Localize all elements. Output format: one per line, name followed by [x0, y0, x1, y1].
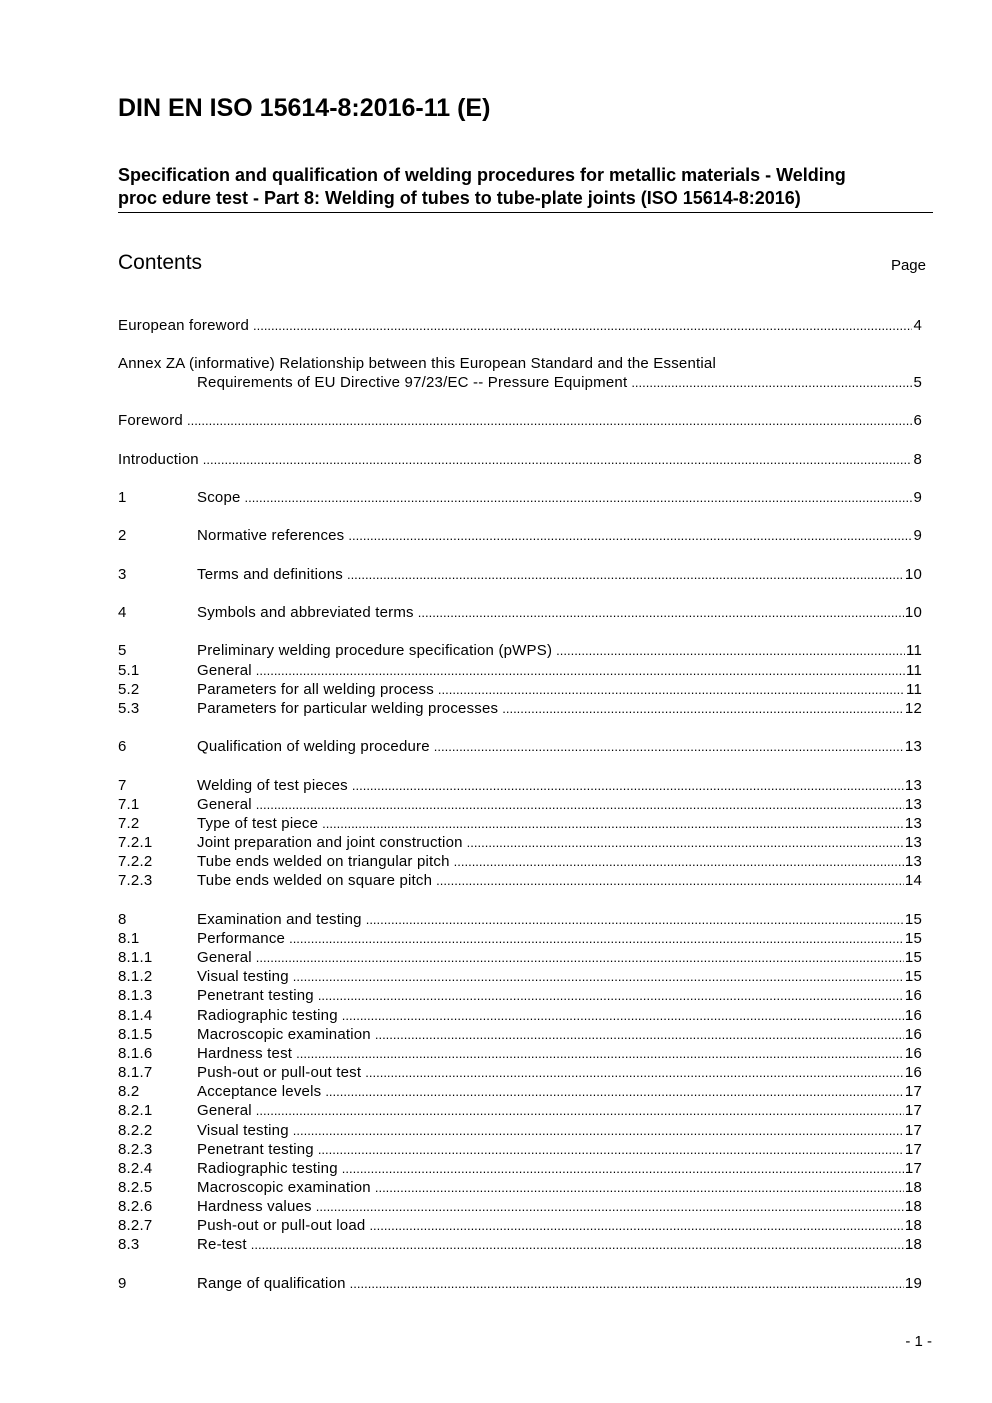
toc-entry[interactable] [118, 986, 922, 1005]
toc-entry-title: Parameters for particular welding processes [197, 700, 499, 717]
toc-leader-dots [203, 450, 913, 469]
toc-entry-page: 15 [904, 968, 922, 985]
toc-leader-dots [256, 1101, 904, 1120]
toc-entry-page: 11 [906, 662, 922, 679]
page-column-label: Page [890, 257, 926, 274]
toc-entry-title: Type of test piece [197, 815, 319, 832]
toc-entry[interactable] [118, 411, 922, 430]
toc-entry-title: Visual testing [197, 968, 289, 985]
toc-leader-dots [556, 641, 905, 660]
toc-entry-page: 16 [904, 1026, 922, 1043]
toc-leader-dots [436, 871, 904, 890]
toc-entry-page: 14 [904, 872, 922, 889]
toc-entry-page: 13 [904, 777, 922, 794]
toc-entry-title: Tube ends welded on triangular pitch [197, 853, 450, 870]
toc-leader-dots [350, 1274, 904, 1293]
toc-leader-dots [251, 1235, 904, 1254]
toc-leader-dots [454, 852, 904, 871]
toc-entry-number: 8.1.7 [118, 1064, 153, 1081]
toc-entry-title: Normative references [197, 527, 345, 544]
toc-entry[interactable] [118, 948, 922, 967]
toc-entry-number: 5 [118, 642, 127, 659]
toc-entry[interactable] [118, 1025, 922, 1044]
toc-entry[interactable] [118, 1006, 922, 1025]
toc-entry-title: Symbols and abbreviated terms [197, 604, 414, 621]
toc-entry[interactable] [118, 316, 922, 335]
toc-entry-title: Performance [197, 930, 286, 947]
toc-entry-number: 9 [118, 1275, 127, 1292]
toc-entry-number: 8.1.6 [118, 1045, 153, 1062]
toc-entry-number: 5.1 [118, 662, 140, 679]
toc-leader-dots [245, 488, 913, 507]
toc-entry[interactable] [118, 699, 922, 718]
toc-leader-dots [375, 1025, 904, 1044]
toc-leader-dots [369, 1216, 903, 1235]
toc-entry-page: 16 [904, 987, 922, 1004]
toc-leader-dots [256, 948, 904, 967]
toc-leader-dots [366, 910, 904, 929]
toc-entry-number: 8.3 [118, 1236, 140, 1253]
toc-entry-title: Macroscopic examination [197, 1179, 371, 1196]
toc-entry-page: 6 [913, 412, 922, 429]
toc-entry-page: 9 [913, 527, 922, 544]
toc-leader-dots [293, 1121, 904, 1140]
toc-entry-title: Penetrant testing [197, 1141, 314, 1158]
toc-entry-page: 8 [913, 451, 922, 468]
toc-entry-page: 9 [913, 489, 922, 506]
toc-entry-number: 7.1 [118, 796, 140, 813]
toc-entry-title: Qualification of welding procedure [197, 738, 430, 755]
toc-entry-title: Welding of test pieces [197, 777, 348, 794]
toc-entry-number: 7.2.3 [118, 872, 153, 889]
toc-entry[interactable] [118, 1159, 922, 1178]
toc-entry-page: 16 [904, 1007, 922, 1024]
toc-entry-title: Examination and testing [197, 911, 362, 928]
toc-entry-number: 3 [118, 566, 127, 583]
toc-entry-title: Foreword [118, 412, 183, 429]
toc-leader-dots [253, 316, 912, 335]
toc-entry-page: 17 [904, 1141, 922, 1158]
toc-leader-dots [342, 1006, 904, 1025]
toc-entry[interactable] [118, 852, 922, 871]
toc-entry-title: General [197, 662, 252, 679]
toc-entry[interactable] [118, 450, 922, 469]
toc-leader-dots [318, 986, 904, 1005]
toc-entry[interactable] [118, 1178, 922, 1197]
toc-entry-page: 18 [904, 1236, 922, 1253]
toc-leader-dots [316, 1197, 904, 1216]
toc-entry-number: 8 [118, 911, 127, 928]
toc-entry-title: Hardness test [197, 1045, 293, 1062]
toc-entry-number: 8.2.4 [118, 1160, 153, 1177]
toc-entry-title: Radiographic testing [197, 1007, 338, 1024]
toc-leader-dots [256, 795, 904, 814]
toc-entry-number: 8.2.3 [118, 1141, 153, 1158]
toc-leader-dots [467, 833, 904, 852]
toc-entry-title: European foreword [118, 317, 249, 334]
toc-entry-page: 19 [904, 1275, 922, 1292]
toc-entry[interactable] [118, 737, 922, 756]
toc-entry-page: 17 [904, 1083, 922, 1100]
toc-entry[interactable] [118, 929, 922, 948]
toc-entry-title: Parameters for all welding process [197, 681, 434, 698]
toc-entry[interactable] [118, 871, 922, 890]
toc-entry-page: 18 [904, 1179, 922, 1196]
toc-entry-number: 2 [118, 527, 127, 544]
toc-entry-title: Push-out or pull-out test [197, 1064, 362, 1081]
toc-entry-page: 18 [904, 1198, 922, 1215]
toc-entry-number: 8.2.6 [118, 1198, 153, 1215]
toc-entry-title: Penetrant testing [197, 987, 314, 1004]
document-title-line-1: Specification and qualification of welding procedures for metallic materials - Welding [118, 165, 846, 185]
toc-entry[interactable] [118, 680, 922, 699]
toc-entry-number: 8.1.5 [118, 1026, 153, 1043]
toc-entry-page: 17 [904, 1122, 922, 1139]
toc-entry-page: 4 [913, 317, 922, 334]
toc-entry[interactable] [118, 795, 922, 814]
toc-entry[interactable] [118, 1063, 922, 1082]
toc-leader-dots [325, 1082, 904, 1101]
toc-entry-page: 13 [904, 815, 922, 832]
toc-entry-number: 6 [118, 738, 127, 755]
toc-entry-page: 13 [904, 738, 922, 755]
toc-entry-number: 8.1.2 [118, 968, 153, 985]
toc-entry[interactable] [118, 603, 922, 622]
toc-entry[interactable] [118, 833, 922, 852]
toc-entry[interactable] [118, 1044, 922, 1063]
toc-entry[interactable] [118, 1216, 922, 1235]
toc-entry-page: 11 [906, 681, 922, 698]
toc-entry-title: Push-out or pull-out load [197, 1217, 366, 1234]
toc-entry-number: 7.2.2 [118, 853, 153, 870]
toc-entry-number: 5.3 [118, 700, 140, 717]
toc-entry-number: 8.1.1 [118, 949, 153, 966]
toc-leader-dots [347, 565, 904, 584]
toc-entry-page: 17 [904, 1160, 922, 1177]
toc-entry-number: 8.1 [118, 930, 140, 947]
toc-entry[interactable] [118, 526, 922, 545]
toc-entry-number: 1 [118, 489, 127, 506]
toc-leader-dots [296, 1044, 904, 1063]
toc-leader-dots [502, 699, 904, 718]
contents-heading: Contents [118, 251, 203, 274]
toc-leader-dots [631, 373, 912, 392]
toc-entry[interactable] [118, 967, 922, 986]
toc-entry[interactable] [118, 488, 922, 507]
toc-entry-title: Re-test [197, 1236, 247, 1253]
toc-entry-page: 17 [904, 1102, 922, 1119]
toc-leader-dots [434, 737, 904, 756]
toc-entry[interactable] [118, 910, 922, 929]
toc-entry[interactable] [118, 1197, 922, 1216]
toc-leader-dots [375, 1178, 904, 1197]
toc-entry-number: 7 [118, 777, 127, 794]
toc-entry-title: Scope [197, 489, 241, 506]
toc-entry[interactable] [118, 661, 922, 680]
toc-leader-dots [322, 814, 904, 833]
toc-leader-dots [289, 929, 904, 948]
toc-leader-dots [187, 411, 912, 430]
toc-entry-number: 7.2.1 [118, 834, 153, 851]
toc-entry-page: 13 [904, 834, 922, 851]
toc-entry-page: 15 [904, 911, 922, 928]
toc-entry-title: Hardness values [197, 1198, 312, 1215]
document-title [118, 164, 933, 213]
toc-entry-number: 8.2.2 [118, 1122, 153, 1139]
toc-entry-title: Acceptance levels [197, 1083, 322, 1100]
toc-entry-title: Preliminary welding procedure specification (pWPS) [197, 642, 553, 659]
toc-entry-page: 10 [904, 604, 922, 621]
toc-entry-annex[interactable] [118, 373, 922, 392]
toc-entry-number: 7.2 [118, 815, 140, 832]
toc-entry-title: Tube ends welded on square pitch [197, 872, 433, 889]
toc-entry-title: Joint preparation and joint construction [197, 834, 463, 851]
toc-entry-title: General [197, 1102, 252, 1119]
toc-entry-page: 18 [904, 1217, 922, 1234]
toc-leader-dots [348, 526, 912, 545]
toc-entry-page: 16 [904, 1045, 922, 1062]
toc-entry-page: 13 [904, 853, 922, 870]
toc-entry-title: Radiographic testing [197, 1160, 338, 1177]
toc-entry-number: 8.1.4 [118, 1007, 153, 1024]
toc-entry-number: 5.2 [118, 681, 140, 698]
toc-entry-number: 8.2.7 [118, 1217, 153, 1234]
toc-entry-page: 12 [904, 700, 922, 717]
toc-entry[interactable] [118, 565, 922, 584]
toc-entry-number: 8.2 [118, 1083, 140, 1100]
toc-entry-page: 15 [904, 930, 922, 947]
document-title-line-2: proc edure test - Part 8: Welding of tubes to tube-plate joints (ISO 15614-8:2016) [118, 188, 801, 208]
toc-entry[interactable] [118, 814, 922, 833]
toc-leader-dots [256, 661, 905, 680]
toc-entry-title: Introduction [118, 451, 199, 468]
toc-entry-page: 13 [904, 796, 922, 813]
toc-entry-number: 8.2.5 [118, 1179, 153, 1196]
toc-entry-number: 8.2.1 [118, 1102, 153, 1119]
toc-leader-dots [318, 1140, 904, 1159]
toc-entry-title: Terms and definitions [197, 566, 343, 583]
toc-entry[interactable] [118, 1082, 922, 1101]
toc-entry-page: 5 [913, 374, 922, 391]
toc-entry-title: Macroscopic examination [197, 1026, 371, 1043]
toc-entry[interactable] [118, 1101, 922, 1120]
toc-entry[interactable] [118, 641, 922, 660]
toc-entry-number: 8.1.3 [118, 987, 153, 1004]
toc-entry-title: General [197, 949, 252, 966]
toc-entry-title: Visual testing [197, 1122, 289, 1139]
toc-entry-title: General [197, 796, 252, 813]
toc-entry-page: 15 [904, 949, 922, 966]
page-number: - 1 - [905, 1333, 932, 1350]
toc-leader-dots [418, 603, 904, 622]
toc-leader-dots [438, 680, 905, 699]
toc-leader-dots [352, 776, 904, 795]
toc-entry[interactable] [118, 1235, 922, 1254]
toc-entry-number: 4 [118, 604, 127, 621]
toc-entry-title: Range of qualification [197, 1275, 346, 1292]
toc-entry-page: 10 [904, 566, 922, 583]
toc-entry[interactable] [118, 1121, 922, 1140]
toc-entry[interactable] [118, 776, 922, 795]
toc-entry[interactable] [118, 1274, 922, 1293]
toc-leader-dots [293, 967, 904, 986]
document-id: DIN EN ISO 15614-8:2016-11 (E) [118, 94, 491, 122]
toc-leader-dots [342, 1159, 904, 1178]
toc-entry-annex-line-1[interactable]: Annex ZA (informative) Relationship between this European Standard and the Essential [118, 355, 716, 372]
toc-leader-dots [365, 1063, 904, 1082]
toc-entry-annex-line-2: Requirements of EU Directive 97/23/EC -- Pressure Equipment [197, 374, 628, 391]
toc-entry-page: 16 [904, 1064, 922, 1081]
toc-entry-page: 11 [906, 642, 922, 659]
toc-entry[interactable] [118, 1140, 922, 1159]
